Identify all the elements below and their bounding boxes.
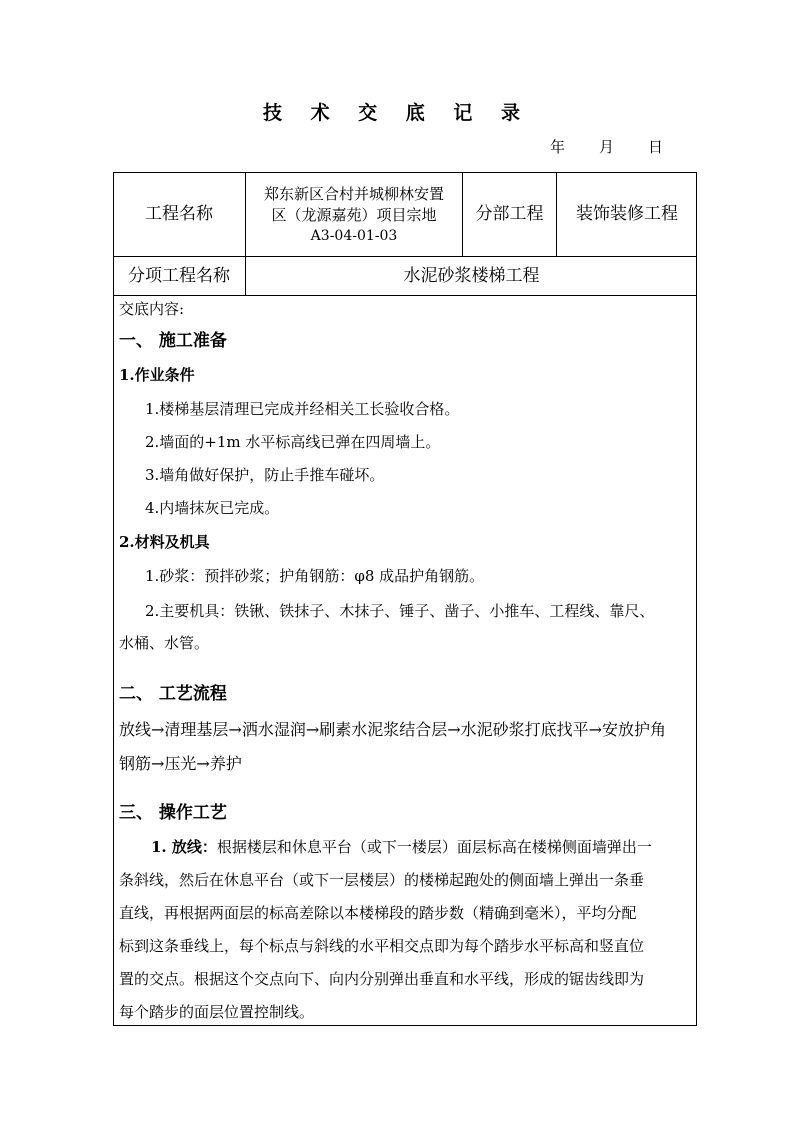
project-name-line-1: 郑东新区合村并城柳林安置: [263, 184, 444, 203]
condition-3: 3.墙角做好保护，防止手推车碰坏。: [145, 466, 385, 484]
material-1: 1.砂浆：预拌砂浆；护角钢筋：φ8 成品护角钢筋。: [145, 567, 485, 585]
division-label: 分部工程: [475, 204, 544, 224]
flow-line-2: 钢筋→压光→养护: [119, 754, 242, 773]
operation-1-line-4: 标到这条垂线上，每个标点与斜线的水平相交点即为每个踏步水平标高和竖直位: [119, 937, 645, 955]
operation-1-line-2: 条斜线，然后在休息平台（或下一层楼层）的楼梯起跑处的侧面墙上弹出一条垂: [119, 871, 645, 889]
operation-1-text: 根据楼层和休息平台（或下一楼层）面层标高在楼梯侧面墙弹出一: [216, 838, 652, 856]
section-1-heading: 一、 施工准备: [119, 331, 227, 351]
date-line: [550, 136, 663, 157]
operation-1-line-6: 每个踏步的面层位置控制线。: [119, 1003, 315, 1021]
date-month: 月: [599, 138, 615, 156]
subsection-2-heading: 2.材料及机具: [119, 533, 210, 551]
operation-1-line-1: [151, 836, 652, 857]
flow-line-1: 放线→清理基层→洒水湿润→刷素水泥浆结合层→水泥砂浆打底找平→安放护角: [119, 720, 667, 739]
subitem-label: 分项工程名称: [128, 266, 230, 286]
project-name-label: 工程名称: [145, 204, 213, 224]
subsection-1-heading: 1.作业条件: [119, 366, 195, 384]
project-name-line-3: A3-04-01-03: [310, 227, 398, 244]
project-name-value: [246, 176, 462, 254]
table-frame: [113, 172, 697, 1026]
operation-1-line-5: 置的交点。根据这个交点向下、向内分别弹出垂直和水平线，形成的锯齿线即为: [119, 970, 645, 988]
material-2-line-1: 2.主要机具：铁锹、铁抹子、木抹子、锤子、凿子、小推车、工程线、靠尺、: [145, 602, 655, 620]
condition-4: 4.内墙抹灰已完成。: [145, 499, 280, 517]
section-3-heading: 三、 操作工艺: [119, 803, 227, 823]
operation-1-label: 1. 放线：: [151, 838, 217, 856]
project-name-line-2: 区（龙源嘉苑）项目宗地: [271, 205, 437, 224]
condition-1: 1.楼梯基层清理已完成并经相关工长验收合格。: [145, 400, 460, 418]
content-heading: 交底内容:: [119, 300, 185, 318]
date-day: 日: [648, 138, 664, 156]
document-title: 技 术 交 底 记 录: [262, 102, 532, 124]
material-2-line-2: 水桶、水管。: [119, 634, 210, 652]
date-year: 年: [550, 138, 566, 156]
condition-2: 2.墙面的+1m 水平标高线已弹在四周墙上。: [145, 433, 441, 451]
row-divider-2: [113, 295, 697, 296]
division-value: 装饰装修工程: [576, 204, 678, 224]
operation-1-line-3: 直线，再根据两面层的标高差除以本楼梯段的踏步数（精确到毫米），平均分配: [119, 904, 637, 922]
subitem-value: 水泥砂浆楼梯工程: [403, 266, 540, 286]
section-2-heading: 二、 工艺流程: [119, 684, 227, 704]
